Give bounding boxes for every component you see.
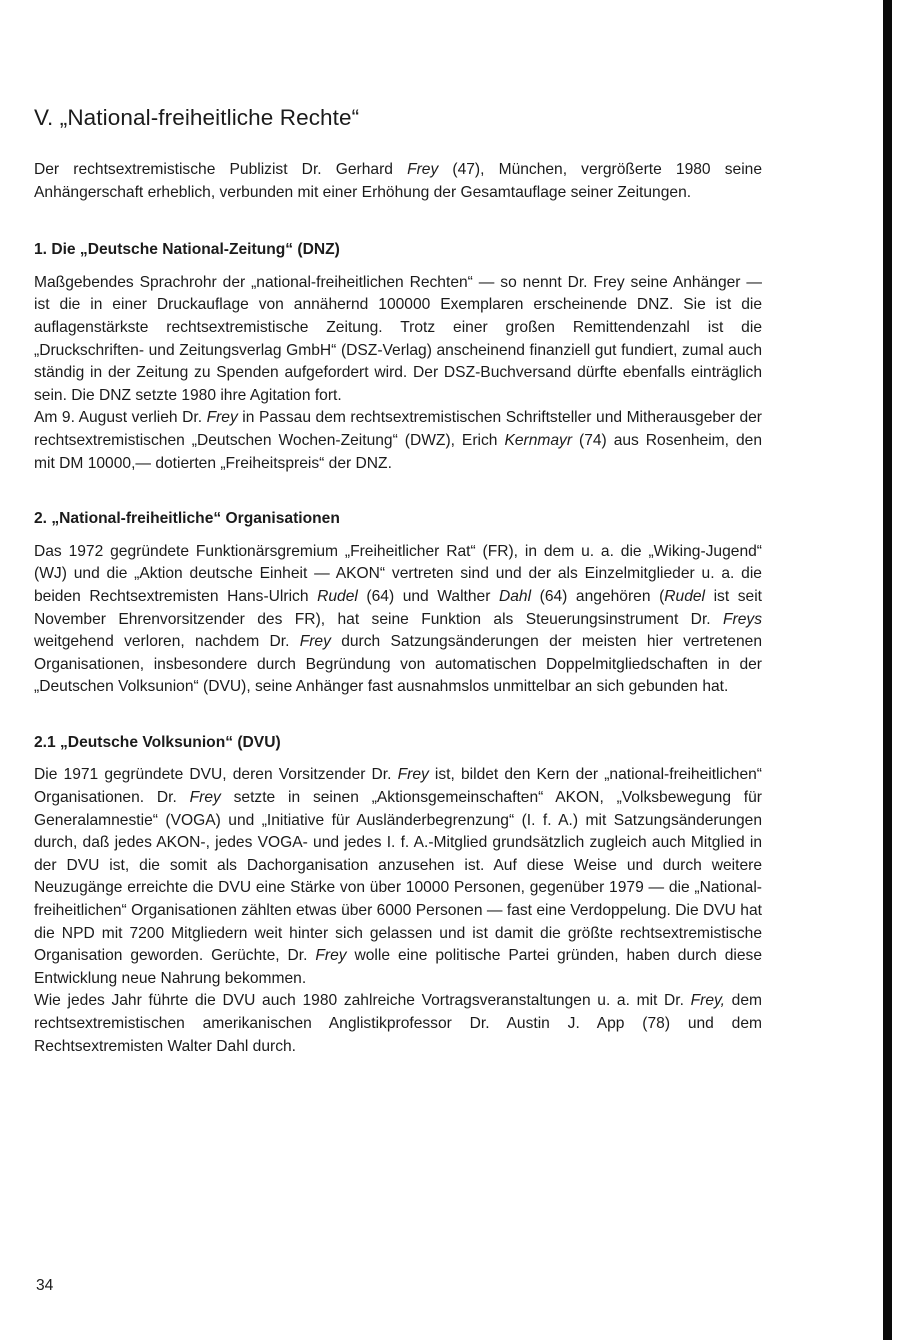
name-frey: Frey	[206, 409, 238, 427]
text-segment: in Passau dem rechtsextremistischen Schriftsteller und Mitherausgeber der rechtsextremistischen „Deutschen Wochen-Zeitung“ (DWZ), Erich	[34, 409, 762, 449]
text-segment: Wie jedes Jahr führte die DVU auch 1980 zahlreiche Vortragsveranstaltungen u. a. mit Dr.	[34, 992, 691, 1010]
section-1-paragraph-1: Maßgebendes Sprachrohr der „national-freiheitlichen Rechten“ — so nennt Dr. Frey seine Anhänger — ist die in einer Druckauflage von annähernd 100000 Exemplaren erscheinende DNZ. Sie ist die auflagenstärkste rechtsextremistische Zeitung. Trotz einer großen Remittendenzahl ist die „Druckschriften- und Zeitungsverlag GmbH“ (DSZ-Verlag) anscheinend finanziell gut fundiert, zumal auch ständig in der Zeitung zu Spenden aufgefordert wird. Der DSZ-Buchversand dürfte ebenfalls einträglich sein. Die DNZ setzte 1980 ihre Agitation fort.	[34, 273, 762, 404]
name-frey: Frey,	[690, 992, 726, 1010]
name-dahl: Dahl	[499, 587, 532, 605]
text-segment: (74) aus Rosenheim, den mit DM 10000,— dotierten „Freiheitspreis“ der DNZ.	[34, 431, 762, 472]
text-segment: setzte in seinen „Aktionsgemeinschaften“ AKON, „Volksbewegung für Generalamnestie“ (VOGA) und „Initiative für Ausländerbegrenzung“ (I. f. A.) mit Satzungsänderungen durch, daß jedes AKON-, jedes VOGA- und jedes I. f. A.-Mitglied grundsätzlich zugleich auch Mitglied in der DVU ist, die somit als Dachorganisation anzusehen ist. Auf diese Weise und durch weitere Neuzugänge erreichte die DVU eine Stärke von über 10000 Personen, gegenüber 1979 — die „National-freiheitlichen“ Organisationen zählten etwas über 6000 Personen — fast eine Verdoppelung. Die DVU hat die NPD mit 7200 Mitgliedern weit hinter sich gelassen und ist damit die größte rechtsextremistische Organisation geworden. Gerüchte, Dr.	[34, 789, 762, 965]
name-frey: Frey	[315, 947, 347, 965]
text-segment: ist, bildet den Kern der „national-freiheitlichen“ Organisationen. Dr.	[34, 766, 762, 807]
name-rudel: Rudel	[664, 587, 706, 605]
text-segment: durch Satzungsänderungen der meisten hier vertretenen Organisationen, insbesondere durch Begründung von automatischen Doppelmitgliedschaften in der „Deutschen Volksunion“ (DVU), seine Anhänger fast ausnahmslos unmittelbar an sich gebunden hat.	[34, 633, 762, 696]
section-2-heading: 2. „National-freiheitliche“ Organisationen	[34, 510, 340, 528]
text-segment: weitgehend verloren, nachdem Dr.	[34, 633, 300, 651]
text-segment: dem rechtsextremistischen amerikanischen Anglistikprofessor Dr. Austin J. App (78) und dem Rechtsextremisten Walter Dahl durch.	[34, 992, 763, 1055]
section-2-1-heading: 2.1 „Deutsche Volksunion“ (DVU)	[34, 733, 281, 751]
text-segment: ist seit November Ehrenvorsitzender des FR), hat seine Funktion als Steuerungsinstrument Dr.	[34, 587, 762, 628]
section-2-1-paragraph-1	[34, 764, 762, 990]
document-page	[34, 103, 762, 1058]
text-segment: Die 1971 gegründete DVU, deren Vorsitzender Dr.	[34, 766, 398, 784]
name-frey: Frey	[397, 766, 429, 784]
section-1-paragraph-2	[34, 407, 762, 475]
name-frey: Frey	[407, 161, 439, 178]
intro-paragraph	[34, 159, 762, 204]
intro-text-b: (47), München, vergrößerte 1980 seine Anhängerschaft erheblich, verbunden mit einer Erhöhung der Gesamtauflage seiner Zeitungen.	[34, 161, 762, 201]
text-segment: Am 9. August verlieh Dr.	[34, 409, 207, 427]
name-freys: Freys	[723, 610, 762, 628]
section-2-1-paragraph-2	[34, 990, 762, 1058]
name-frey: Frey	[189, 789, 221, 807]
section-2-paragraph	[34, 541, 762, 699]
text-segment: Das 1972 gegründete Funktionärsgremium „Freiheitlicher Rat“ (FR), in dem u. a. die „Wiking-Jugend“ (WJ) und die „Aktion deutsche Einheit — AKON“ vertreten sind und der als Einzelmitglieder u. a. die beiden Rechtsextremisten Hans-Ulrich	[34, 542, 762, 605]
section-1-heading: 1. Die „Deutsche National-Zeitung“ (DNZ)	[34, 241, 340, 259]
name-rudel: Rudel	[317, 587, 358, 605]
text-segment: wolle eine politische Partei gründen, haben durch diese Entwicklung neue Nahrung bekommen.	[34, 947, 762, 987]
name-kernmayr: Kernmayr	[504, 431, 573, 449]
text-segment: (64) angehören (	[531, 587, 665, 605]
page-number: 34	[36, 1277, 54, 1294]
scan-edge-bar	[883, 0, 892, 1340]
text-segment: (64) und Walther	[357, 587, 499, 605]
intro-text-a: Der rechtsextremistische Publizist Dr. Gerhard	[34, 161, 408, 178]
chapter-title: V. „National-freiheitliche Rechte“	[34, 105, 360, 130]
name-frey: Frey	[299, 633, 331, 651]
